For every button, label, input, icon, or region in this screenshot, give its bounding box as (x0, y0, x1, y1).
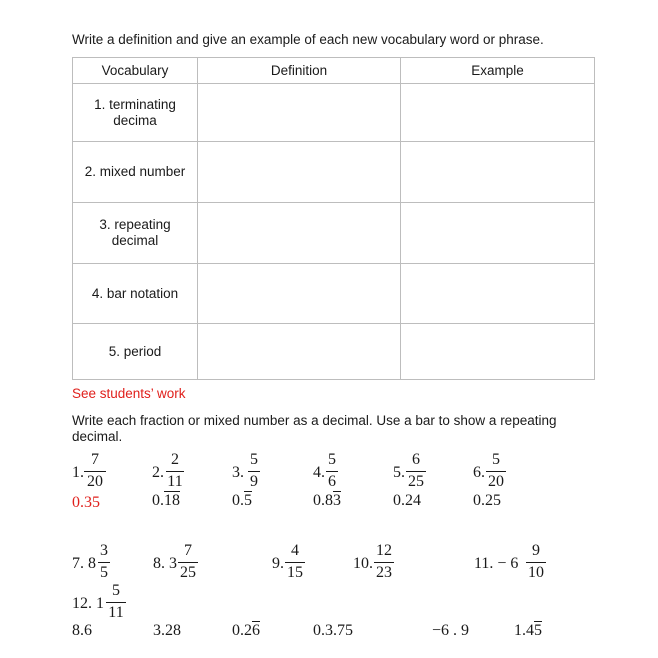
fraction-bar (98, 562, 110, 563)
answer (232, 622, 260, 640)
repeating-digits: 3 (333, 492, 341, 509)
vocab-cell: 1. terminating decima (73, 84, 198, 142)
example-cell[interactable] (401, 264, 595, 324)
denominator: 20 (87, 473, 103, 490)
repeating-digits: 5 (244, 492, 252, 509)
header-example: Example (401, 58, 595, 84)
denominator: 25 (408, 473, 424, 490)
problem-label: 12. 1 (72, 595, 104, 612)
definition-cell[interactable] (198, 203, 401, 264)
example-cell[interactable] (401, 203, 595, 264)
answer: 0.35 (72, 494, 100, 511)
answer-digits: 1.4 (514, 622, 534, 639)
instructions-decimals: Write each fraction or mixed number as a decimal. Use a bar to show a repeating decimal. (72, 413, 557, 444)
problem-label: 6. (473, 464, 485, 481)
numerator: 4 (291, 542, 299, 559)
fraction-bar (84, 471, 106, 472)
table-row (73, 84, 595, 142)
answer: 0.25 (473, 492, 501, 509)
vocab-cell: 4. bar notation (73, 264, 198, 324)
denominator: 20 (488, 473, 504, 490)
definition-cell[interactable] (198, 324, 401, 380)
numerator: 5 (112, 582, 120, 599)
problem-label: 9. (272, 555, 284, 572)
table-row (73, 324, 595, 380)
example-cell[interactable] (401, 84, 595, 142)
denominator: 9 (250, 473, 258, 490)
answer: 0.3.75 (313, 622, 353, 639)
problem-label: 4. (313, 464, 325, 481)
numerator: 2 (171, 451, 179, 468)
header-vocabulary: Vocabulary (73, 58, 198, 84)
repeating-digits: 5 (534, 622, 542, 639)
denominator: 23 (376, 564, 392, 581)
definition-cell[interactable] (198, 142, 401, 203)
problem-label: 10. (353, 555, 373, 572)
denominator: 5 (100, 564, 108, 581)
numerator: 5 (492, 451, 500, 468)
fraction-bar (486, 471, 506, 472)
answer (313, 492, 341, 510)
numerator: 7 (184, 542, 192, 559)
problem-label: 11. − 6 (474, 555, 519, 572)
fraction-bar (285, 562, 305, 563)
fraction-bar (106, 602, 126, 603)
vocab-cell: 3. repeating decimal (73, 203, 198, 264)
answer-digits: 0.8 (313, 492, 333, 509)
fraction-bar (166, 471, 184, 472)
answer (514, 622, 542, 640)
problem-label: 5. (393, 464, 405, 481)
problem-label: 3. (232, 464, 244, 481)
numerator: 5 (250, 451, 258, 468)
answer-digits: 0. (232, 492, 244, 509)
answer: 3.28 (153, 622, 181, 639)
fraction-bar (526, 562, 546, 563)
numerator: 7 (91, 451, 99, 468)
fraction-bar (326, 471, 338, 472)
instructions-vocabulary: Write a definition and give an example of each new vocabulary word or phrase. (72, 32, 544, 47)
fraction-bar (248, 471, 260, 472)
answer (232, 492, 252, 510)
table-row (73, 264, 595, 324)
numerator: 5 (328, 451, 336, 468)
repeating-digits: 18 (164, 492, 180, 509)
definition-cell[interactable] (198, 84, 401, 142)
definition-cell[interactable] (198, 264, 401, 324)
numerator: 3 (100, 542, 108, 559)
vocab-cell: 5. period (73, 324, 198, 380)
table-header-row (73, 58, 595, 84)
table-row (73, 142, 595, 203)
answer (152, 492, 180, 510)
example-cell[interactable] (401, 142, 595, 203)
numerator: 6 (412, 451, 420, 468)
problem-label: 2. (152, 464, 164, 481)
fraction-bar (374, 562, 394, 563)
denominator: 6 (328, 473, 336, 490)
fraction-bar (406, 471, 426, 472)
problem-label: 7. 8 (72, 555, 96, 572)
answer-digits: 0. (152, 492, 164, 509)
denominator: 10 (528, 564, 544, 581)
header-definition: Definition (198, 58, 401, 84)
numerator: 12 (376, 542, 392, 559)
answer: 0.24 (393, 492, 421, 509)
denominator: 11 (167, 473, 183, 490)
repeating-digits: 6 (252, 622, 260, 639)
answer: 8.6 (72, 622, 92, 639)
table-row (73, 203, 595, 264)
example-cell[interactable] (401, 324, 595, 380)
see-students-work-note: See students’ work (72, 386, 186, 401)
answer-digits: 0.2 (232, 622, 252, 639)
denominator: 25 (180, 564, 196, 581)
answer: −6 . 9 (432, 622, 470, 639)
numerator: 9 (532, 542, 540, 559)
problem-label: 8. 3 (153, 555, 177, 572)
problem-label: 1. (72, 464, 84, 481)
vocabulary-table (72, 57, 595, 380)
denominator: 11 (108, 604, 124, 621)
denominator: 15 (287, 564, 303, 581)
fraction-bar (178, 562, 198, 563)
vocab-cell: 2. mixed number (73, 142, 198, 203)
